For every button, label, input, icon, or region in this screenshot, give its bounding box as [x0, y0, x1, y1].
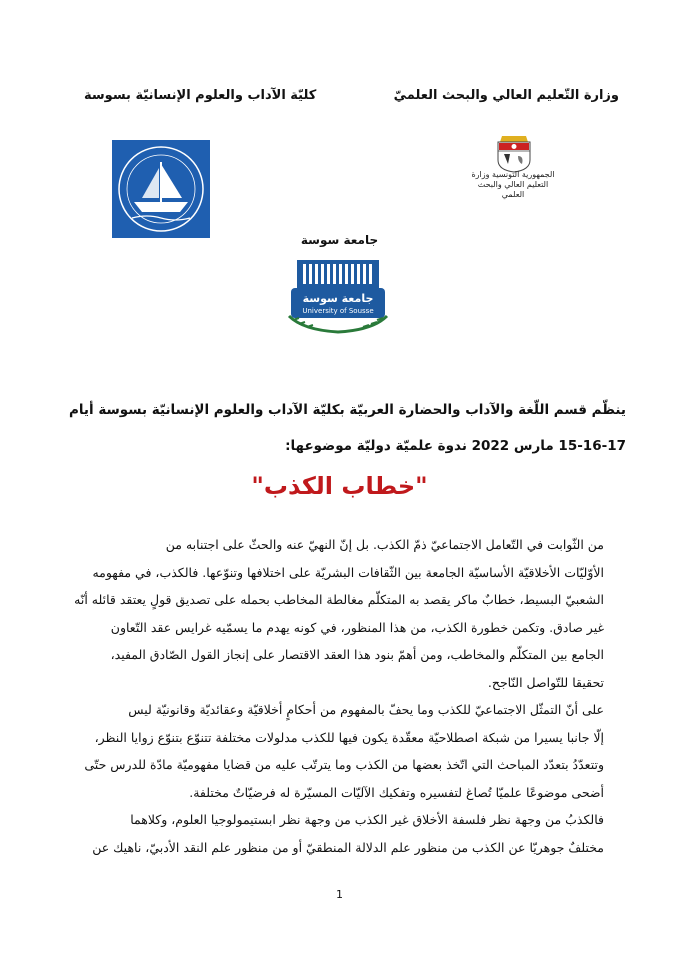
text-line: الشعبيّ البسيط، خطابٌ ماكر يقصد به المتكلّم مغالطة المخاطب بحمله على تصديق قولٍ يعتقد قائله أنّه	[74, 592, 604, 607]
text-line: تحقيقا للتّواصل النّاجح.	[487, 674, 604, 690]
faculty-logo	[112, 140, 210, 238]
text-line: غير صادق. وتكمن خطورة الكذب، من هذا المنظور، في كونه يهدم ما يسمّيه غرايس عقد التّعاون	[110, 619, 604, 635]
text-line: على أنّ التمثّل الاجتماعيّ للكذب وما يحفّ بالمفهوم من أحكامٍ أخلاقيّة وعقائديّة وقانونيّة ليس	[128, 702, 604, 717]
university-name: جامعة سوسة	[300, 233, 379, 247]
text-line: الأوّليّات الأخلاقيّة الأساسيّة الجامعة بين الثّقافات البشريّة على اختلافها وتنوّعها. فالكذب، في مفهومه	[92, 564, 604, 580]
paragraph-2	[56, 696, 626, 806]
university-logo-en: University of Sousse	[302, 307, 374, 315]
text-line: من الثّوابت في التّعامل الاجتماعيّ ذمّ الكذب. بل إنّ النهيّ عنه والحثّ على اجتنابه من	[165, 537, 604, 552]
text-line: فالكذبُ من وجهة نظر فلسفة الأخلاق غير الكذب من وجهة نظر ابستيمولوجيا العلوم، وكلاهما	[130, 812, 604, 827]
text-line: مختلفٌ جوهريّا عن الكذب من منظور علم الدلالة المنطقيّ أو من منظور علم النقد الأدبيّ، ناهيك عن	[92, 839, 604, 855]
text-line: أضحى موضوعًا علميّا تُصاغ لتفسيره وتفكيك الآليّات المسيّرة له فرضيّاتٌ مختلفة.	[189, 784, 604, 800]
text-line: إلّا جانبا يسيرا من شبكة اصطلاحيّة معقّدة يكون فيها للكذب مدلولات مختلفة تتنوّع بتنوّع زوايا النظر،	[94, 729, 604, 745]
emblem-caption: الجمهورية التونسية وزارة التعليم العالي والبحث العلمي	[471, 170, 555, 199]
university-logo	[283, 258, 393, 338]
text-line: الجامع بين المتكلّم والمخاطب، ومن أهمّ بنود هذا العقد الاقتصار على إنجاز القول الصّادق المفيد،	[110, 647, 604, 662]
intro-line-2: 15-16-17 مارس 2022 ندوة علميّة دوليّة موضوعها:	[285, 438, 626, 454]
ministry-name: وزارة التّعليم العالي والبحث العلميّ	[393, 88, 619, 103]
intro-line-1: ينظّم قسم اللّغة والآداب والحضارة العربيّة بكليّة الآداب والعلوم الإنسانيّة بسوسة أيام	[68, 402, 626, 418]
paragraph-3	[56, 806, 626, 861]
university-logo-ar: جامعة سوسة	[302, 292, 374, 305]
faculty-name: كليّة الآداب والعلوم الإنسانيّة بسوسة	[84, 88, 317, 103]
paragraph-1	[56, 531, 626, 696]
colloquium-title: "خطاب الكذب"	[251, 472, 428, 500]
body-text	[56, 531, 626, 861]
page-number: 1	[336, 888, 343, 901]
intro	[56, 392, 626, 464]
text-line: وتتعدّدُ بتعدّد المباحث التي اتّخذ بعضها من الكذب وما يترتّب عليه من قضايا مفهوميّة مادّة للدرس حتّى	[84, 757, 604, 772]
